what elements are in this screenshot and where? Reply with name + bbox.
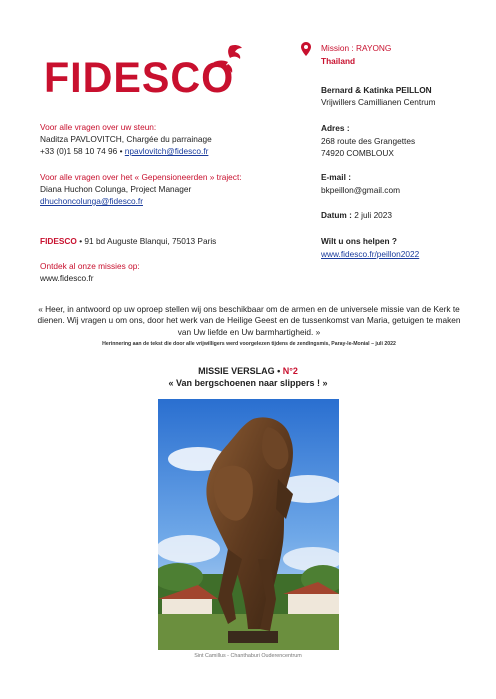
volunteer-names: Bernard & Katinka PEILLON (321, 85, 432, 95)
report-title (0, 366, 496, 376)
address-line2: 74920 COMBLOUX (321, 148, 394, 158)
email-value[interactable]: bkpeillon@gmail.com (321, 185, 400, 195)
support-contact (40, 146, 208, 157)
address-line1: 268 route des Grangettes (321, 136, 416, 146)
retirees-name: Diana Huchon Colunga, Project Manager (40, 184, 192, 194)
quote-note: Herinnering aan de tekst die door alle vrijwilligers werd voorgelezen tijdens de zendingsmis, Paray-le-Monial – juli 2022 (102, 341, 396, 347)
address-rest: • 91 bd Auguste Blanqui, 75013 Paris (76, 236, 217, 246)
retirees-email-link[interactable]: dhuchoncolunga@fidesco.fr (40, 196, 143, 206)
missions-url[interactable]: www.fidesco.fr (40, 273, 94, 283)
photo-caption: Sint Camillus - Chanthaburi Ouderencentrum (194, 653, 302, 659)
support-heading: Voor alle vragen over uw steun: (40, 122, 157, 132)
logo-wordmark: FIDESCO (44, 54, 235, 102)
support-phone: +33 (0)1 58 10 74 96 • (40, 146, 123, 156)
volunteer-organization: Vrijwillers Camillianen Centrum (321, 97, 436, 107)
date-line (321, 210, 392, 221)
address-org: FIDESCO (40, 236, 77, 246)
mission-country: Thailand (321, 56, 356, 66)
support-name: Naditza PAVLOVITCH, Chargée du parrainage (40, 134, 212, 144)
date-value: 2 juli 2023 (351, 210, 393, 220)
help-heading: Wilt u ons helpen ? (321, 236, 397, 246)
support-email-link[interactable]: npavlovitch@fidesco.fr (124, 146, 209, 156)
help-url-link[interactable]: www.fidesco.fr/peillon2022 (321, 249, 420, 259)
missions-heading: Ontdek al onze missies op: (40, 261, 140, 271)
statue-illustration (158, 399, 339, 650)
report-title-prefix: MISSIE VERSLAG • (198, 366, 283, 376)
location-pin-icon (301, 42, 311, 56)
statue-photo (158, 399, 339, 650)
address-line (40, 236, 216, 247)
address-label: Adres : (321, 123, 350, 133)
report-number: N°2 (282, 366, 298, 376)
report-subtitle: « Van bergschoenen naar slippers ! » (168, 378, 328, 388)
retirees-heading: Voor alle vragen over het « Gepensioneerden » traject: (40, 172, 242, 182)
date-label: Datum : (321, 210, 352, 220)
mission-label: Mission : RAYONG (321, 43, 392, 53)
mission-quote: « Heer, in antwoord op uw oproep stellen wij ons beschikbaar om de armen en de universele missie van de Kerk te dienen. Wij vragen u om ons, door het werk van de Heilige Geest en de tussenkomst van Maria, getuigen te maken van Uw liefde en Uw barmhartigheid. » (37, 304, 461, 337)
email-label: E-mail : (321, 172, 351, 182)
